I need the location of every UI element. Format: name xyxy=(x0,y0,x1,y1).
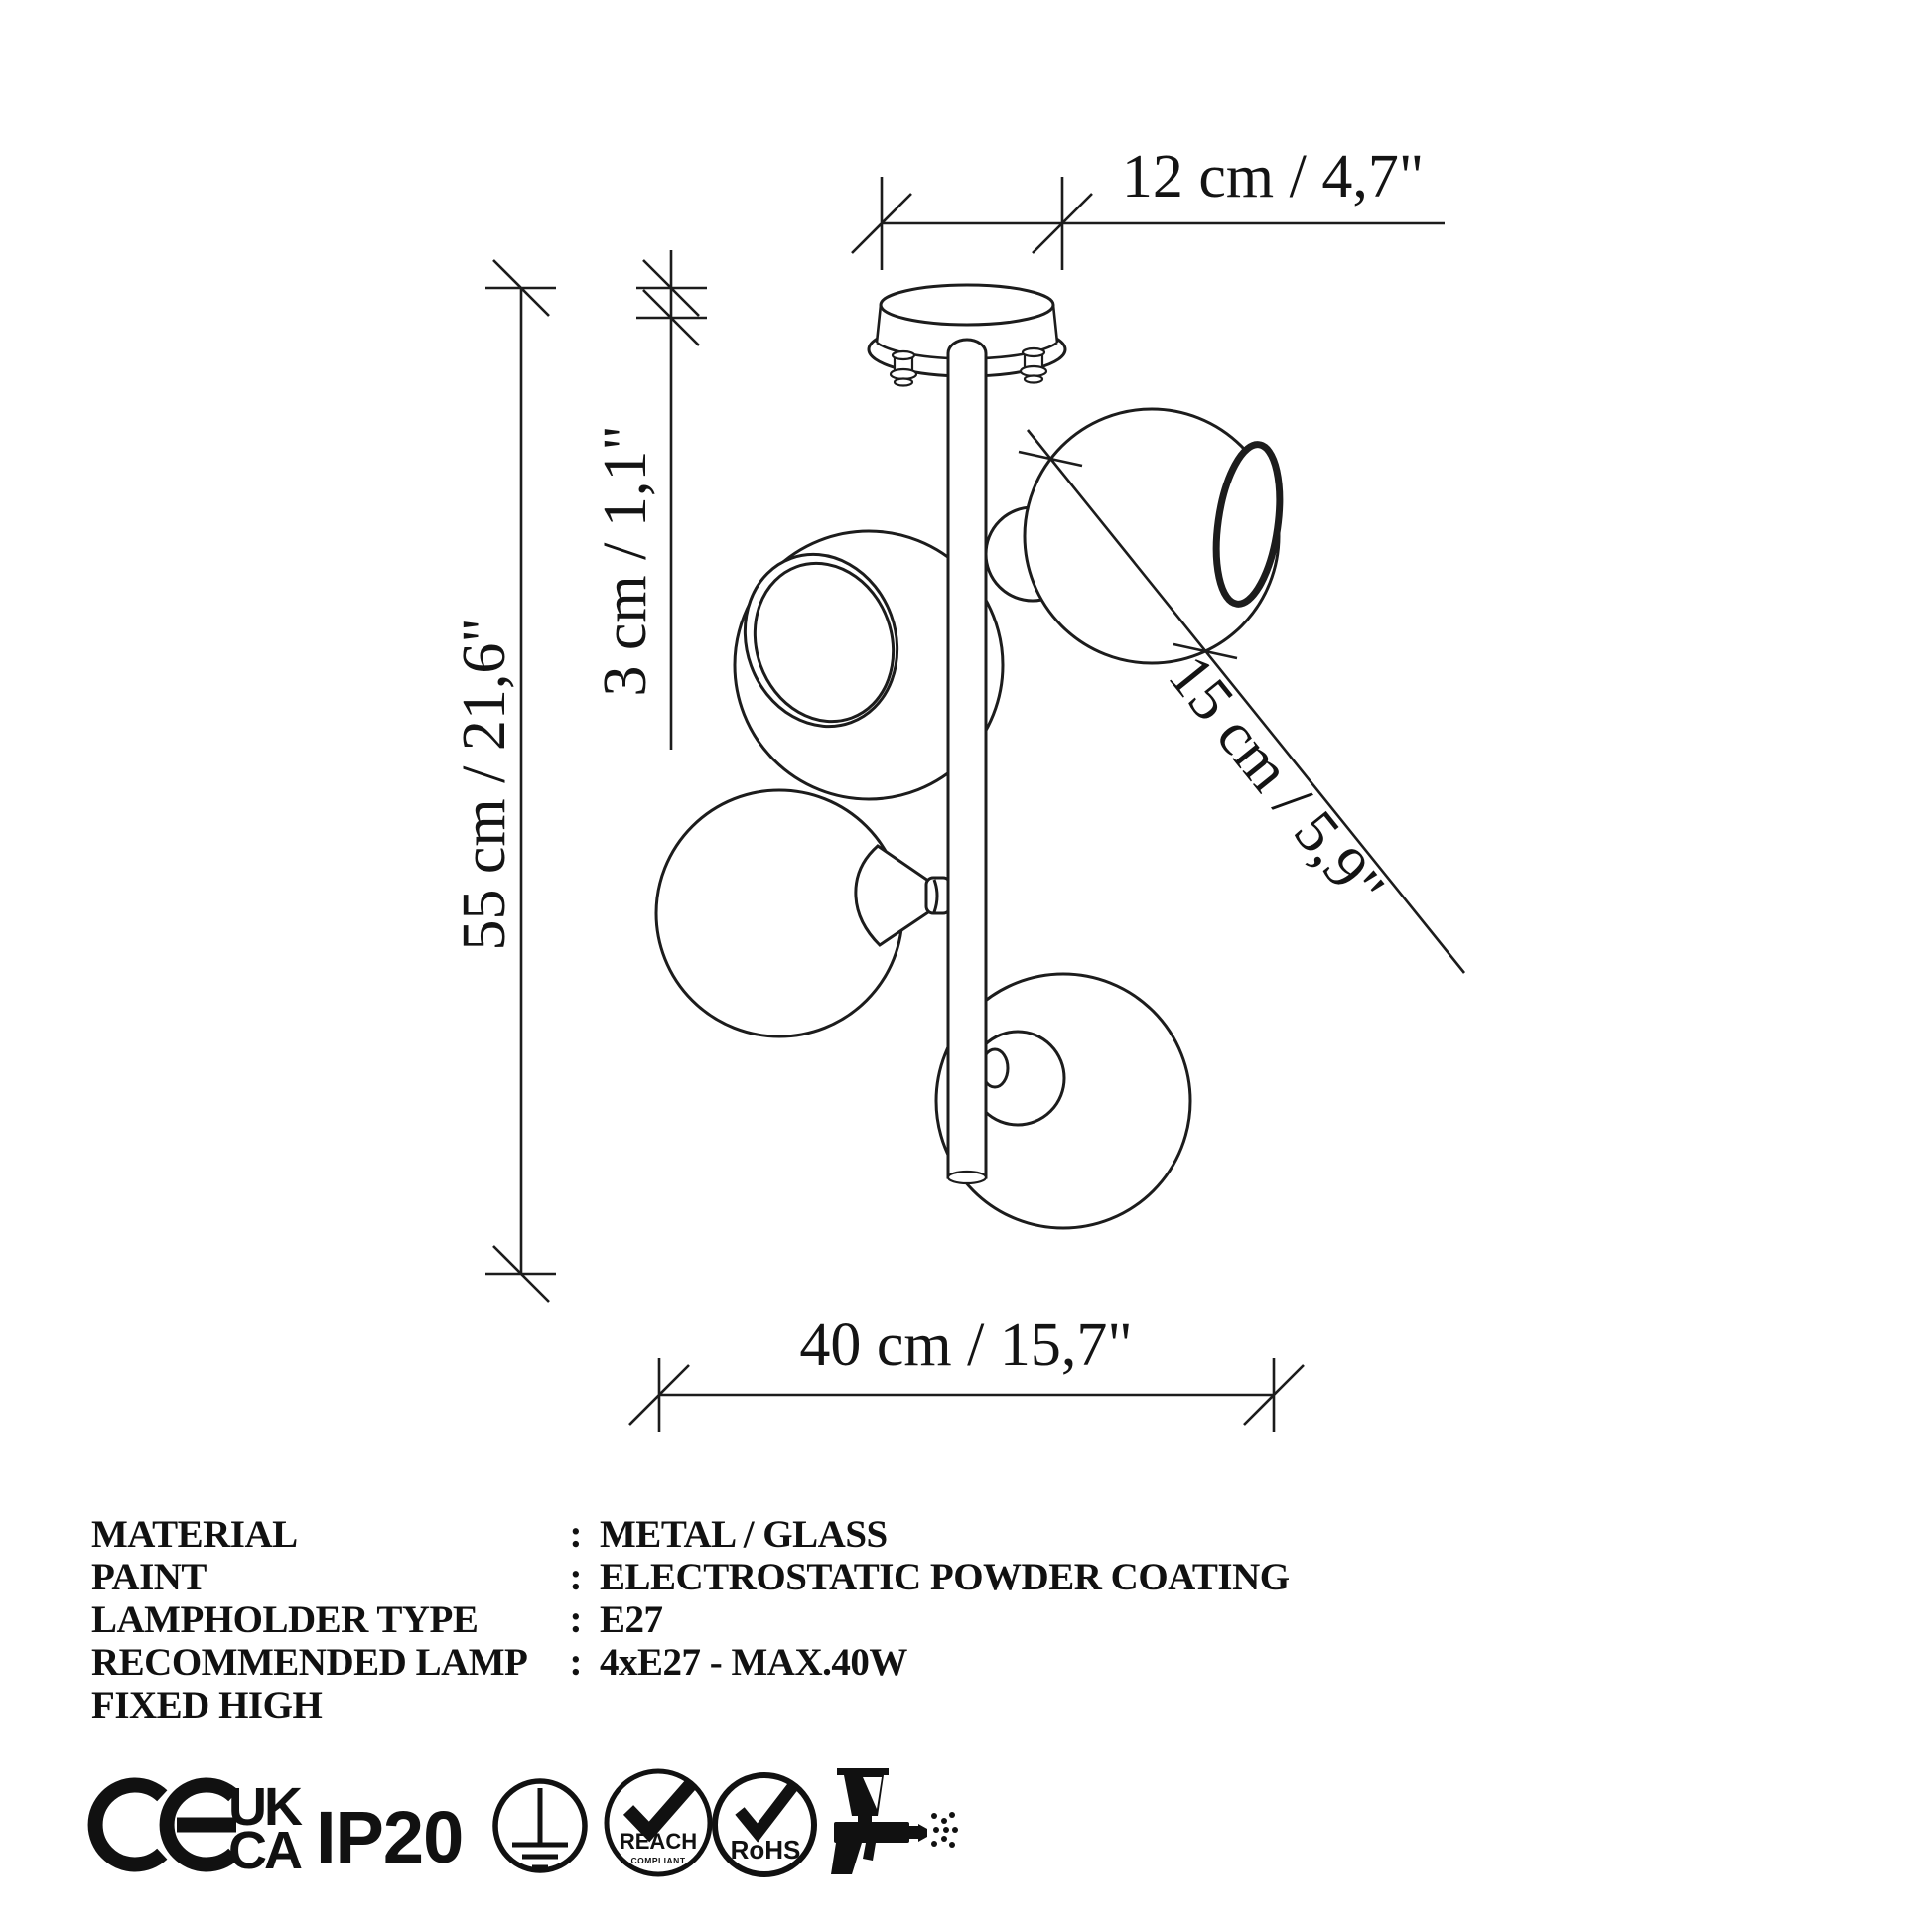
rohs-label: RoHS xyxy=(730,1835,801,1864)
spec-separator: : xyxy=(569,1598,583,1641)
dimension-total-height xyxy=(451,260,556,1302)
specification-table xyxy=(91,1513,1290,1726)
lamp-stem-rod xyxy=(948,340,986,1183)
spec-label: RECOMMENDED LAMP xyxy=(91,1641,528,1684)
spec-separator: : xyxy=(569,1556,583,1598)
canopy-screw-left xyxy=(891,351,916,386)
earth-ground-icon xyxy=(495,1781,585,1870)
spec-row-recommended-lamp xyxy=(91,1641,907,1684)
spec-separator: : xyxy=(569,1641,583,1684)
dimension-canopy-height xyxy=(592,250,707,750)
spec-row-fixed-high xyxy=(91,1684,322,1726)
spec-value: METAL / GLASS xyxy=(600,1513,888,1556)
certification-row xyxy=(95,1768,958,1880)
dimension-label-fixture-width: 40 cm / 15,7" xyxy=(799,1311,1133,1379)
spec-label: FIXED HIGH xyxy=(91,1684,323,1726)
spec-row-paint xyxy=(91,1556,1290,1598)
dimension-label-globe-diameter: 15 cm / 5,9" xyxy=(1155,642,1398,921)
dimension-label-canopy-height: 3 cm / 1,1" xyxy=(592,425,659,697)
lamp-holder-cone xyxy=(856,846,950,945)
rohs-icon xyxy=(715,1775,814,1874)
dimension-label-total-height: 55 cm / 21,6" xyxy=(451,618,518,951)
spec-separator: : xyxy=(569,1513,583,1556)
spec-value: E27 xyxy=(600,1598,663,1641)
spray-dots xyxy=(931,1812,958,1848)
ip-rating-text: IP20 xyxy=(316,1796,464,1878)
ukca-icon xyxy=(228,1777,303,1880)
reach-sublabel: COMPLIANT xyxy=(630,1856,686,1865)
ukca-line2: CA xyxy=(228,1821,300,1880)
reach-label: REACH xyxy=(619,1829,698,1854)
glass-globe-upper-right xyxy=(986,409,1289,663)
canopy-screw-right xyxy=(1021,348,1046,383)
spec-row-lampholder-type xyxy=(91,1598,663,1641)
dimension-fixture-width xyxy=(629,1311,1304,1432)
paint-spray-icon xyxy=(831,1768,958,1874)
ce-mark-icon xyxy=(95,1785,236,1864)
dimension-canopy-diameter xyxy=(852,143,1445,270)
spec-value: ELECTROSTATIC POWDER COATING xyxy=(600,1556,1290,1598)
spec-label: MATERIAL xyxy=(91,1513,298,1556)
dimension-label-canopy-diameter: 12 cm / 4,7" xyxy=(1121,143,1425,210)
spec-label: PAINT xyxy=(91,1556,207,1598)
ukca-line1: UK xyxy=(228,1777,300,1837)
spec-value: 4xE27 - MAX.40W xyxy=(600,1641,907,1684)
spec-row-material xyxy=(91,1513,888,1556)
lamp-drawing xyxy=(656,285,1289,1228)
reach-compliant-icon xyxy=(607,1771,710,1874)
spec-label: LAMPHOLDER TYPE xyxy=(91,1598,479,1641)
